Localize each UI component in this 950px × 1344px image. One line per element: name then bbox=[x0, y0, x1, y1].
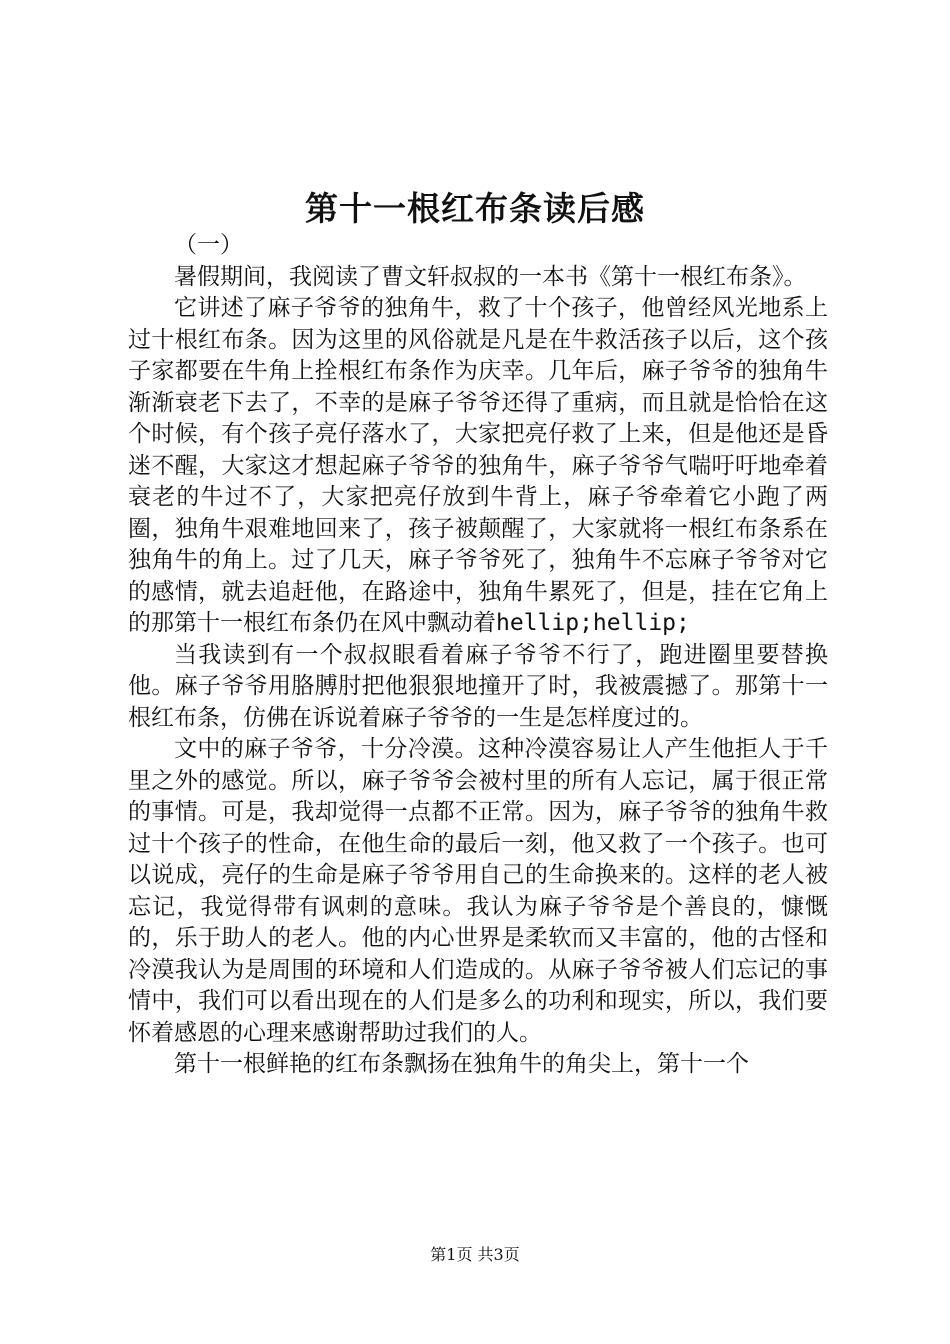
paragraph: 文中的麻子爷爷，十分冷漠。这种冷漠容易让人产生他拒人于千里之外的感觉。所以，麻子爷爷会被村里的所有人忘记，属于很正常的事情。可是，我却觉得一点都不正常。因为，麻子爷爷的独角牛救过十个孩子的性命，在他生命的最后一刻，他又救了一个孩子。也可以说成，亮仔的生命是麻子爷爷用自己的生命换来的。这样的老人被忘记，我觉得带有讽刺的意味。我认为麻子爷爷是个善良的，慷慨的，乐于助人的老人。他的内心世界是柔软而又丰富的，他的古怪和冷漠我认为是周围的环境和人们造成的。从麻子爷爷被人们忘记的事情中，我们可以看出现在的人们是多么的功利和现实，所以，我们要怀着感恩的心理来感谢帮助过我们的人。 bbox=[128, 736, 828, 1046]
paragraph: 当我读到有一个叔叔眼看着麻子爷爷不行了，跑进圈里要替换他。麻子爷爷用胳膊肘把他狠狠地撞开了时，我被震撼了。那第十一根红布条，仿佛在诉说着麻子爷爷的一生是怎样度过的。 bbox=[128, 641, 828, 731]
paragraph: 第十一根鲜艳的红布条飘扬在独角牛的角尖上，第十一个 bbox=[174, 1051, 749, 1077]
paragraph: 暑假期间，我阅读了曹文轩叔叔的一本书《第十一根红布条》。 bbox=[174, 263, 807, 290]
document-title: 第十一根红布条读后感 bbox=[305, 189, 645, 228]
page-indicator: 第1页 共3页 bbox=[430, 1245, 520, 1264]
page-footer bbox=[0, 1243, 950, 1267]
document-body bbox=[128, 230, 828, 1081]
paragraph: 它讲述了麻子爷爷的独角牛，救了十个孩子，他曾经风光地系上过十根红布条。因为这里的风俗就是凡是在牛救活孩子以后，这个孩子家都要在牛角上拴根红布条作为庆幸。几年后，麻子爷爷的独角牛渐渐衰老下去了，不幸的是麻子爷爷还得了重病，而且就是恰恰在这个时候，有个孩子亮仔落水了，大家把亮仔救了上来，但是他还是昏迷不醒，大家这才想起麻子爷爷的独角牛，麻子爷爷气喘吁吁地牵着衰老的牛过不了，大家把亮仔放到牛背上，麻子爷牵着它小跑了两圈，独角牛艰难地回来了，孩子被颠醒了，大家就将一根红布条系在独角牛的角上。过了几天，麻子爷爷死了，独角牛不忘麻子爷爷对它的感情，就去追赶他，在路途中，独角牛累死了，但是，挂在它角上的那第十一根红布条仍在风中飘动着hellip;hellip; bbox=[128, 295, 828, 636]
section-marker: （一） bbox=[174, 232, 243, 258]
